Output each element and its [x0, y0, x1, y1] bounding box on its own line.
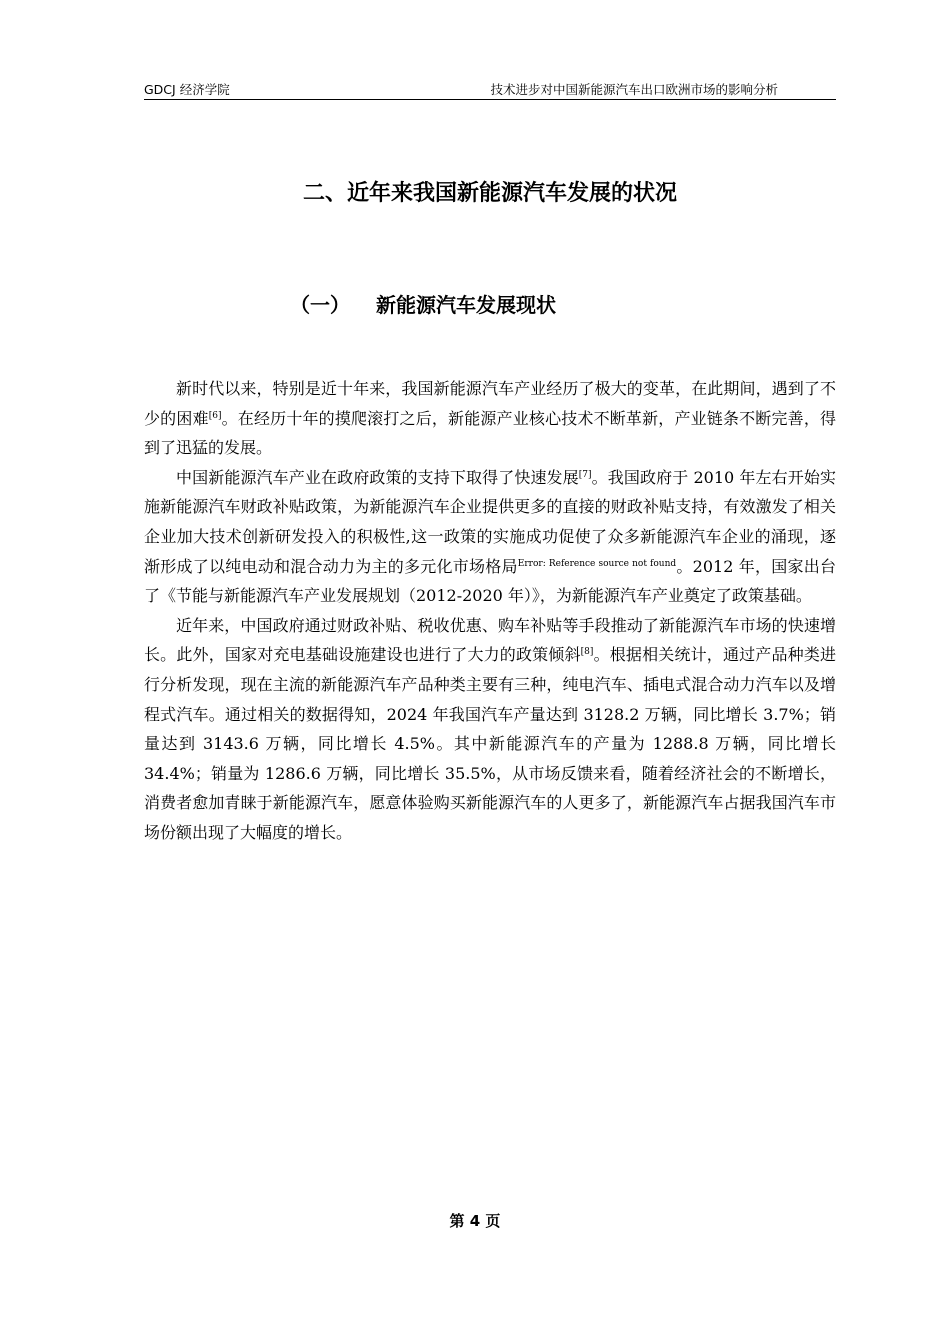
citation-ref[interactable]: [8]: [580, 647, 594, 658]
section-title: 新能源汽车发展现状: [376, 293, 556, 317]
citation-ref[interactable]: [6]: [208, 410, 222, 421]
body-text: [144, 374, 836, 848]
header-institution: GDCJ 经济学院: [144, 82, 230, 97]
section-heading: [290, 289, 556, 318]
page-number: 第 4 页: [449, 1212, 501, 1230]
section-number: （一）: [290, 293, 350, 317]
chapter-title: 二、近年来我国新能源汽车发展的状况: [302, 181, 677, 206]
citation-ref[interactable]: [7]: [578, 469, 592, 480]
paragraph-1: 新时代以来，特别是近十年来，我国新能源汽车产业经历了极大的变革，在此期间，遇到了不少的困难[6]。在经历十年的摸爬滚打之后，新能源产业核心技术不断革新，产业链条不断完善，得到了迅猛的发展。: [144, 379, 836, 458]
page-header: [144, 78, 836, 100]
citation-error-ref[interactable]: Error: Reference source not found: [517, 558, 677, 569]
paragraph-2: 中国新能源汽车产业在政府政策的支持下取得了快速发展[7]。我国政府于 2010 年左右开始实施新能源汽车财政补贴政策，为新能源汽车企业提供更多的直接的财政补贴支持，有效激发了相关企业加大技术创新研发投入的积极性,这一政策的实施成功促使了众多新能源汽车企业的涌现，逐渐形成了以纯电动和混合动力为主的多元化市场格局$^{Error: Reference source not found}$。2012 年，国家出台了《节能与新能源汽车产业发展规划（2012-2020 年）》，为新能源汽车产业奠定了政策基础。: [144, 467, 836, 606]
header-paper-title: 技术进步对中国新能源汽车出口欧洲市场的影响分析: [490, 82, 778, 97]
paragraph-3: 近年来，中国政府通过财政补贴、税收优惠、购车补贴等手段推动了新能源汽车市场的快速增长。此外，国家对充电基础设施建设也进行了大力的政策倾斜[8]。根据相关统计，通过产品种类进行分析发现，现在主流的新能源汽车产品种类主要有三种，纯电汽车、插电式混合动力汽车以及增程式汽车。通过相关的数据得知，2024 年我国汽车产量达到 3128.2 万辆，同比增长 3.7%；销量达到 3143.6 万辆，同比增长 4.5%。其中新能源汽车的产量为 1288.8 万辆，同比增长 34.4%；销量为 1286.6 万辆，同比增长 35.5%，从市场反馈来看，随着经济社会的不断增长，消费者愈加青睐于新能源汽车，愿意体验购买新能源汽车的人更多了，新能源汽车占据我国汽车市场份额出现了大幅度的增长。: [144, 615, 836, 842]
